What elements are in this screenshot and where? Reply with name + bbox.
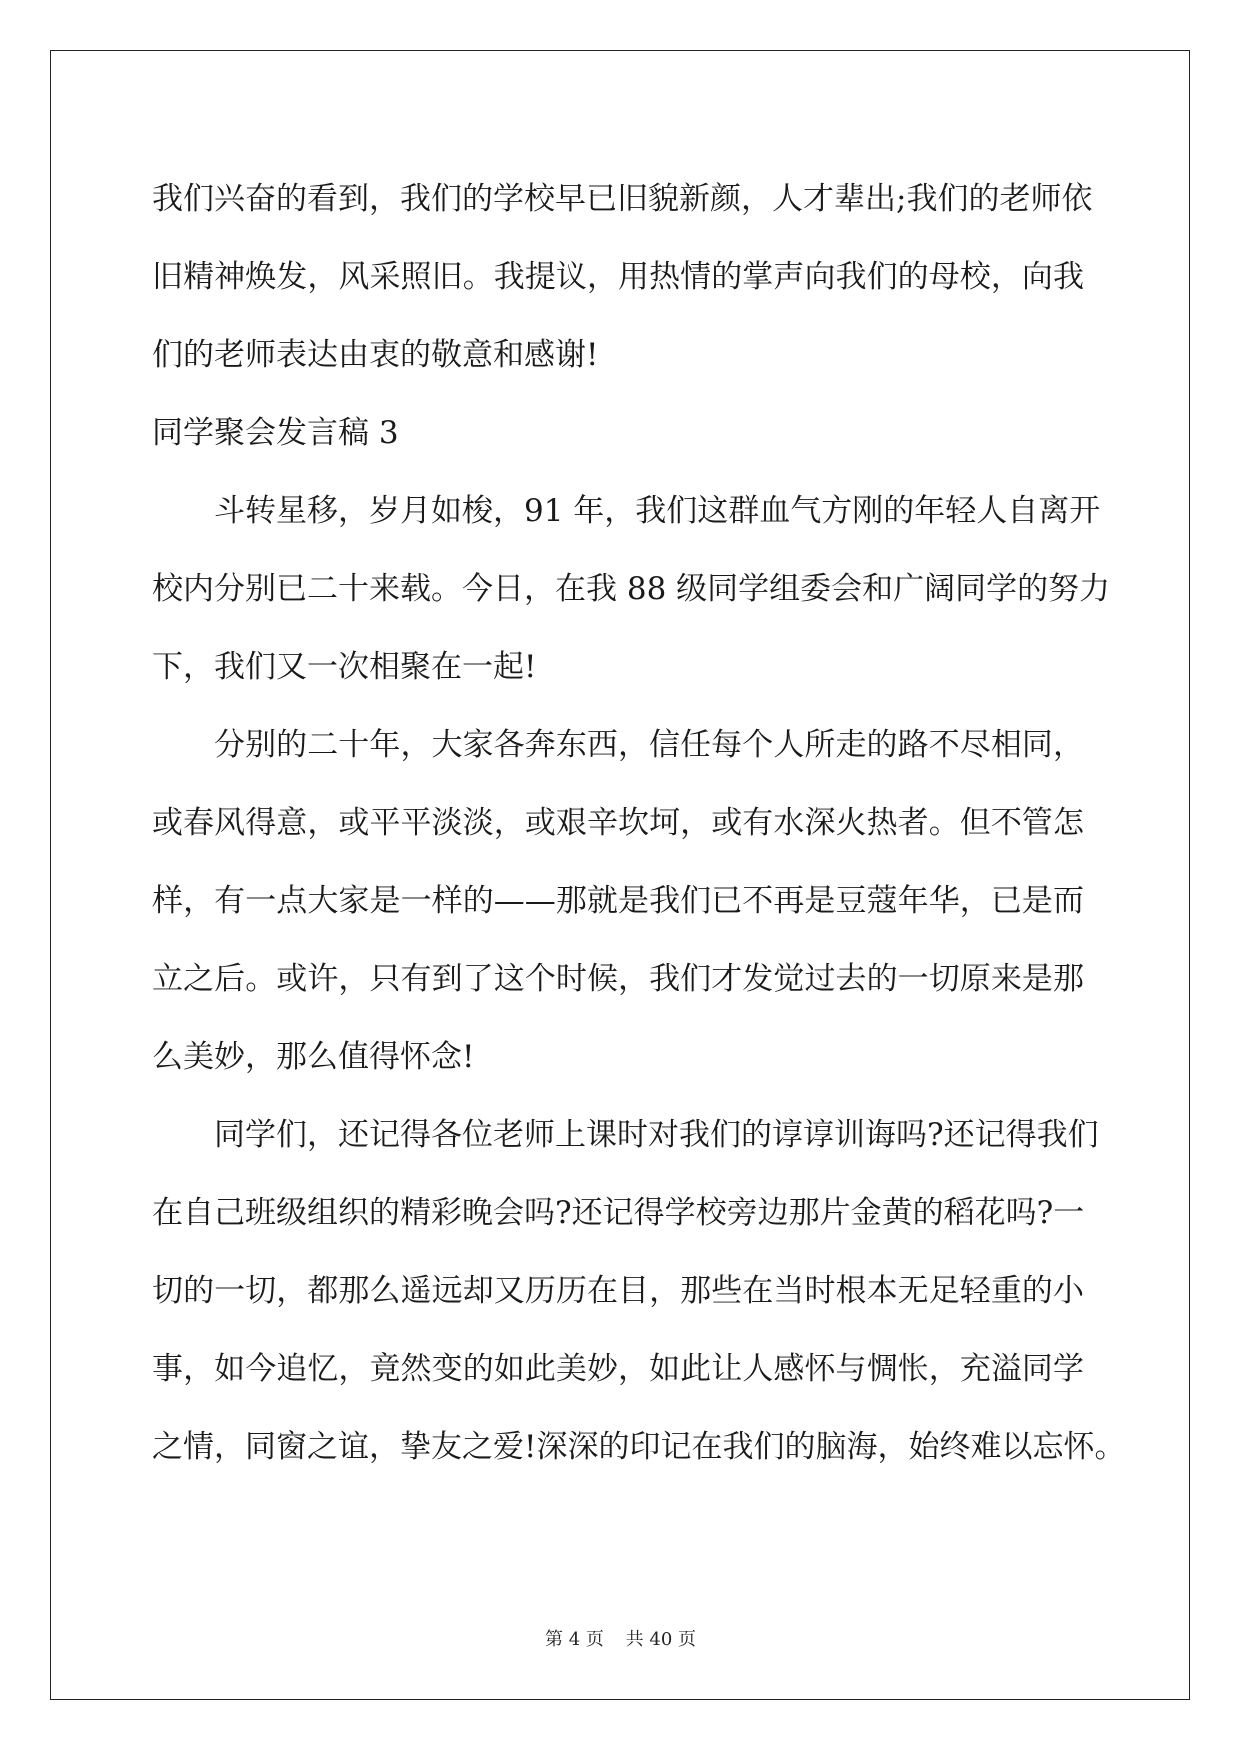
page-number: 第 4 页 xyxy=(545,1629,604,1650)
text-line: 旧精神焕发，风采照旧。我提议，用热情的掌声向我们的母校，向我 xyxy=(152,259,1084,295)
text-line: 在自己班级组织的精彩晚会吗?还记得学校旁边那片金黄的稻花吗?一 xyxy=(152,1195,1085,1231)
text-line: 事，如今追忆，竟然变的如此美妙，如此让人感怀与惆怅，充溢同学 xyxy=(152,1351,1084,1387)
text-line: 立之后。或许，只有到了这个时候，我们才发觉过去的一切原来是那 xyxy=(152,961,1084,997)
page-footer xyxy=(0,1625,1241,1651)
text-line: 同学们，还记得各位老师上课时对我们的谆谆训诲吗?还记得我们 xyxy=(214,1117,1099,1153)
text-line: 么美妙，那么值得怀念! xyxy=(152,1039,475,1075)
text-line: 之情，同窗之谊，挚友之爱!深深的印记在我们的脑海，始终难以忘怀。 xyxy=(152,1429,1126,1465)
document-body xyxy=(152,160,1126,1486)
text-line: 们的老师表达由衷的敬意和感谢! xyxy=(152,337,599,373)
text-line: 或春风得意，或平平淡淡，或艰辛坎坷，或有水深火热者。但不管怎 xyxy=(152,805,1084,841)
text-line: 样，有一点大家是一样的——那就是我们已不再是豆蔻年华，已是而 xyxy=(152,883,1084,919)
text-line: 切的一切，都那么遥远却又历历在目，那些在当时根本无足轻重的小 xyxy=(152,1273,1084,1309)
text-line: 斗转星移，岁月如梭，91 年，我们这群血气方刚的年轻人自离开 xyxy=(214,493,1101,529)
page-total: 共 40 页 xyxy=(625,1629,696,1650)
text-line: 我们兴奋的看到，我们的学校早已旧貌新颜，人才辈出;我们的老师依 xyxy=(152,181,1093,217)
text-line: 分别的二十年，大家各奔东西，信任每个人所走的路不尽相同， xyxy=(214,727,1084,763)
text-line: 下，我们又一次相聚在一起! xyxy=(152,649,537,685)
text-line: 校内分别已二十来载。今日，在我 88 级同学组委会和广阔同学的努力 xyxy=(152,571,1111,607)
text-line: 同学聚会发言稿 3 xyxy=(152,415,399,451)
